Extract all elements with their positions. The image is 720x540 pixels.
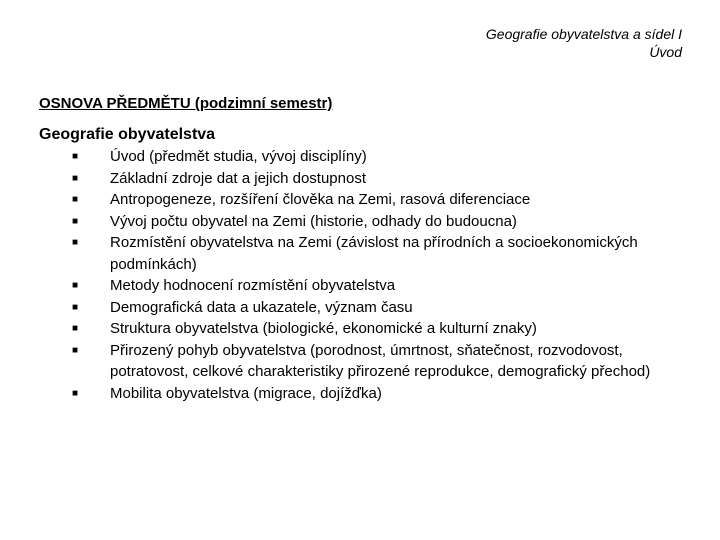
outline-item-text: Mobilita obyvatelstva (migrace, dojížďka)	[110, 384, 382, 402]
outline-item-text: Základní zdroje dat a jejich dostupnost	[110, 169, 366, 187]
outline-item	[39, 318, 689, 340]
outline-item-text: Vývoj počtu obyvatel na Zemi (historie, odhady do budoucna)	[110, 212, 517, 230]
square-bullet-icon: ■	[72, 194, 79, 205]
outline-item-text: Metody hodnocení rozmístění obyvatelstva	[110, 277, 396, 294]
outline-item-text: Přirozený pohyb obyvatelstva (porodnost, úmrtnost, sňatečnost, rozvodovost, potratovost, celkové charakteristiky přirozené reprodukce, demografický přechod)	[110, 341, 651, 380]
outline-item	[39, 232, 689, 275]
outline-item	[39, 340, 689, 383]
outline-item-text: Úvod (předmět studia, vývoj disciplíny)	[110, 148, 367, 165]
outline-item-text: Struktura obyvatelstva (biologické, ekonomické a kulturní znaky)	[110, 320, 537, 337]
subject-title: Geografie obyvatelstva	[39, 126, 216, 143]
outline-item	[39, 275, 689, 297]
outline-item	[39, 146, 689, 168]
outline-list	[39, 146, 689, 404]
outline-item-text: Demografická data a ukazatele, význam času	[110, 298, 413, 316]
outline-item	[39, 211, 689, 233]
outline-item-text: Antropogeneze, rozšíření člověka na Zemi, rasová diferenciace	[110, 191, 531, 208]
outline-item	[39, 168, 689, 190]
square-bullet-icon: ■	[72, 323, 79, 334]
outline-item-text: Rozmístění obyvatelstva na Zemi (závislost na přírodních a socioekonomických podmínkách)	[110, 234, 638, 273]
outline-item	[39, 297, 689, 319]
outline-heading: OSNOVA PŘEDMĚTU (podzimní semestr)	[39, 95, 333, 112]
square-bullet-icon: ■	[72, 280, 79, 291]
course-title: Geografie obyvatelstva a sídel I	[485, 26, 682, 42]
slide-subtitle: Úvod	[649, 44, 682, 60]
outline-item	[39, 383, 689, 405]
square-bullet-icon: ■	[72, 237, 79, 248]
square-bullet-icon: ■	[72, 215, 79, 227]
square-bullet-icon: ■	[72, 301, 79, 313]
square-bullet-icon: ■	[72, 344, 79, 356]
outline-item	[39, 189, 689, 211]
outline-content	[39, 125, 689, 404]
square-bullet-icon: ■	[72, 151, 79, 162]
square-bullet-icon: ■	[72, 172, 79, 184]
slide-header	[486, 25, 682, 61]
square-bullet-icon: ■	[72, 387, 79, 399]
